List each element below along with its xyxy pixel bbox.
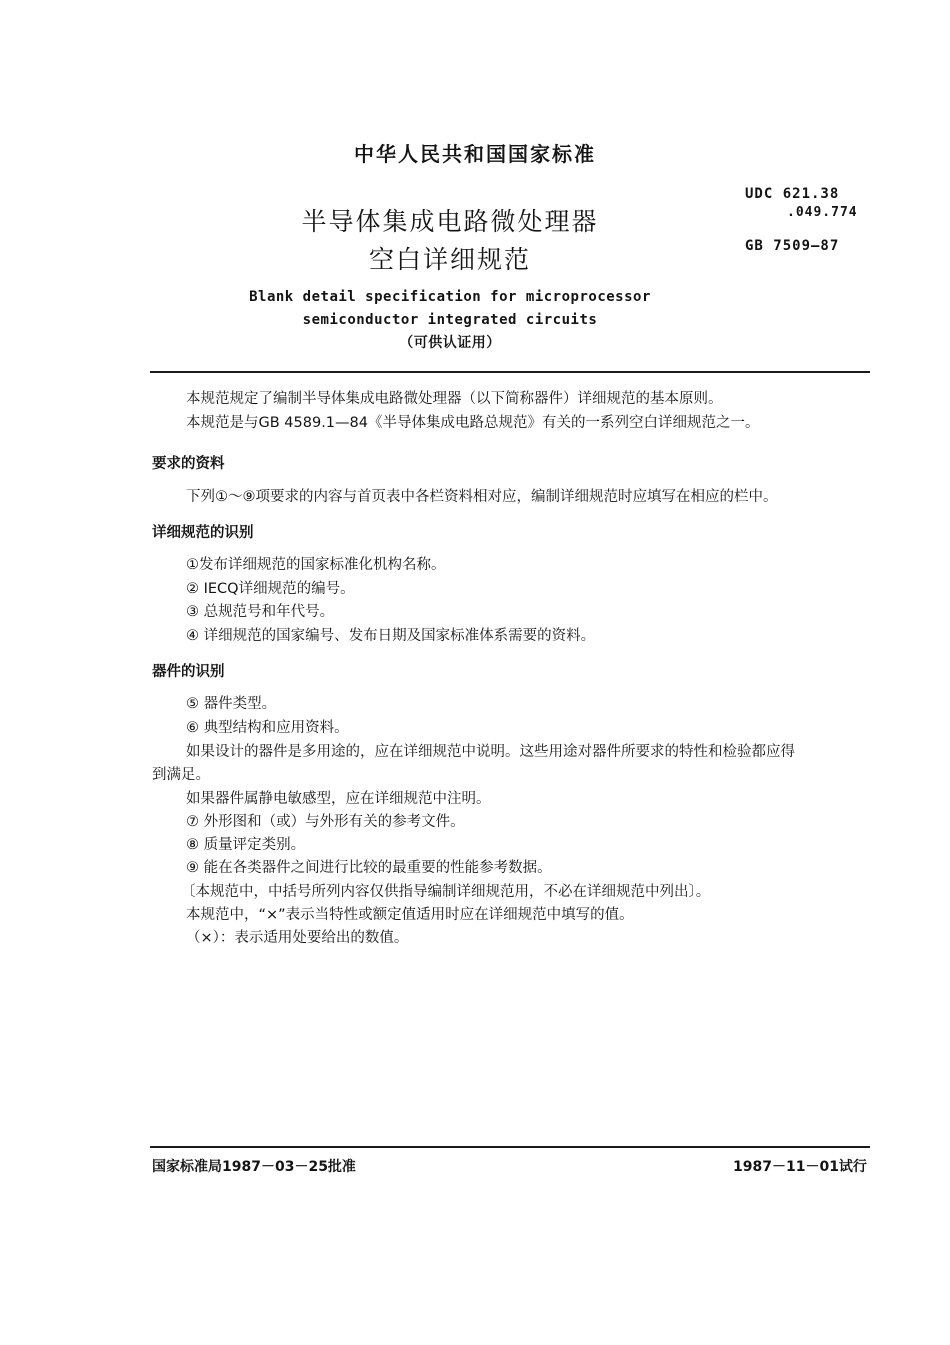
intro-paragraph-1: 本规范规定了编制半导体集成电路微处理器（以下简称器件）详细规范的基本原则。 bbox=[186, 391, 723, 407]
list-item: ①发布详细规范的国家标准化机构名称。 bbox=[186, 557, 446, 573]
list-item: ⑦ 外形图和（或）与外形有关的参考文件。 bbox=[186, 814, 465, 830]
udc-code: UDC 621.38 bbox=[745, 186, 840, 202]
approval-date: 国家标准局1987－03－25批准 bbox=[152, 1159, 356, 1175]
static-sensitive-paragraph: 如果器件属静电敏感型，应在详细规范中注明。 bbox=[186, 791, 491, 807]
bracket-note: 〔本规范中，中括号所列内容仅供指导编制详细规范用，不必在详细规范中列出〕。 bbox=[181, 884, 711, 900]
header-rule bbox=[150, 371, 870, 373]
required-data-paragraph: 下列①～⑨项要求的内容与首页表中各栏资料相对应，编制详细规范时应填写在相应的栏中。 bbox=[186, 489, 778, 505]
certification-note: （可供认证用） bbox=[399, 335, 501, 351]
list-item: ⑧ 质量评定类别。 bbox=[186, 837, 306, 853]
list-item: ⑤ 器件类型。 bbox=[186, 696, 277, 712]
footer-rule bbox=[150, 1146, 870, 1148]
section-heading-required-data: 要求的资料 bbox=[152, 456, 225, 472]
list-item: ③ 总规范号和年代号。 bbox=[186, 604, 335, 620]
document-title-line1: 半导体集成电路微处理器 bbox=[301, 207, 599, 236]
multi-purpose-paragraph-continued: 到满足。 bbox=[152, 767, 210, 783]
national-standard-title: 中华人民共和国国家标准 bbox=[354, 142, 596, 166]
section-heading-device-identification: 器件的识别 bbox=[152, 664, 225, 680]
list-item: ⑨ 能在各类器件之间进行比较的最重要的性能参考数据。 bbox=[186, 860, 552, 876]
gb-number: GB 7509—87 bbox=[745, 238, 840, 254]
multi-purpose-paragraph: 如果设计的器件是多用途的，应在详细规范中说明。这些用途对器件所要求的特性和检验都应得 bbox=[186, 744, 795, 760]
list-item: ④ 详细规范的国家编号、发布日期及国家标准体系需要的资料。 bbox=[186, 628, 596, 644]
list-item: ② IECQ详细规范的编号。 bbox=[186, 581, 355, 597]
english-title-line2: semiconductor integrated circuits bbox=[302, 312, 598, 328]
x-paren-note: （×）：表示适用处要给出的数值。 bbox=[186, 930, 409, 946]
section-heading-spec-identification: 详细规范的识别 bbox=[152, 525, 254, 541]
udc-code-continued: .049.774 bbox=[787, 205, 858, 220]
x-mark-note: 本规范中，“×”表示当特性或额定值适用时应在详细规范中填写的值。 bbox=[186, 907, 634, 923]
document-title-line2: 空白详细规范 bbox=[368, 245, 531, 274]
list-item: ⑥ 典型结构和应用资料。 bbox=[186, 720, 349, 736]
trial-date: 1987－11－01试行 bbox=[733, 1159, 867, 1175]
english-title-line1: Blank detail specification for microprocessor bbox=[249, 289, 651, 305]
intro-paragraph-2: 本规范是与GB 4589.1—84《半导体集成电路总规范》有关的一系列空白详细规范之一。 bbox=[186, 415, 760, 431]
